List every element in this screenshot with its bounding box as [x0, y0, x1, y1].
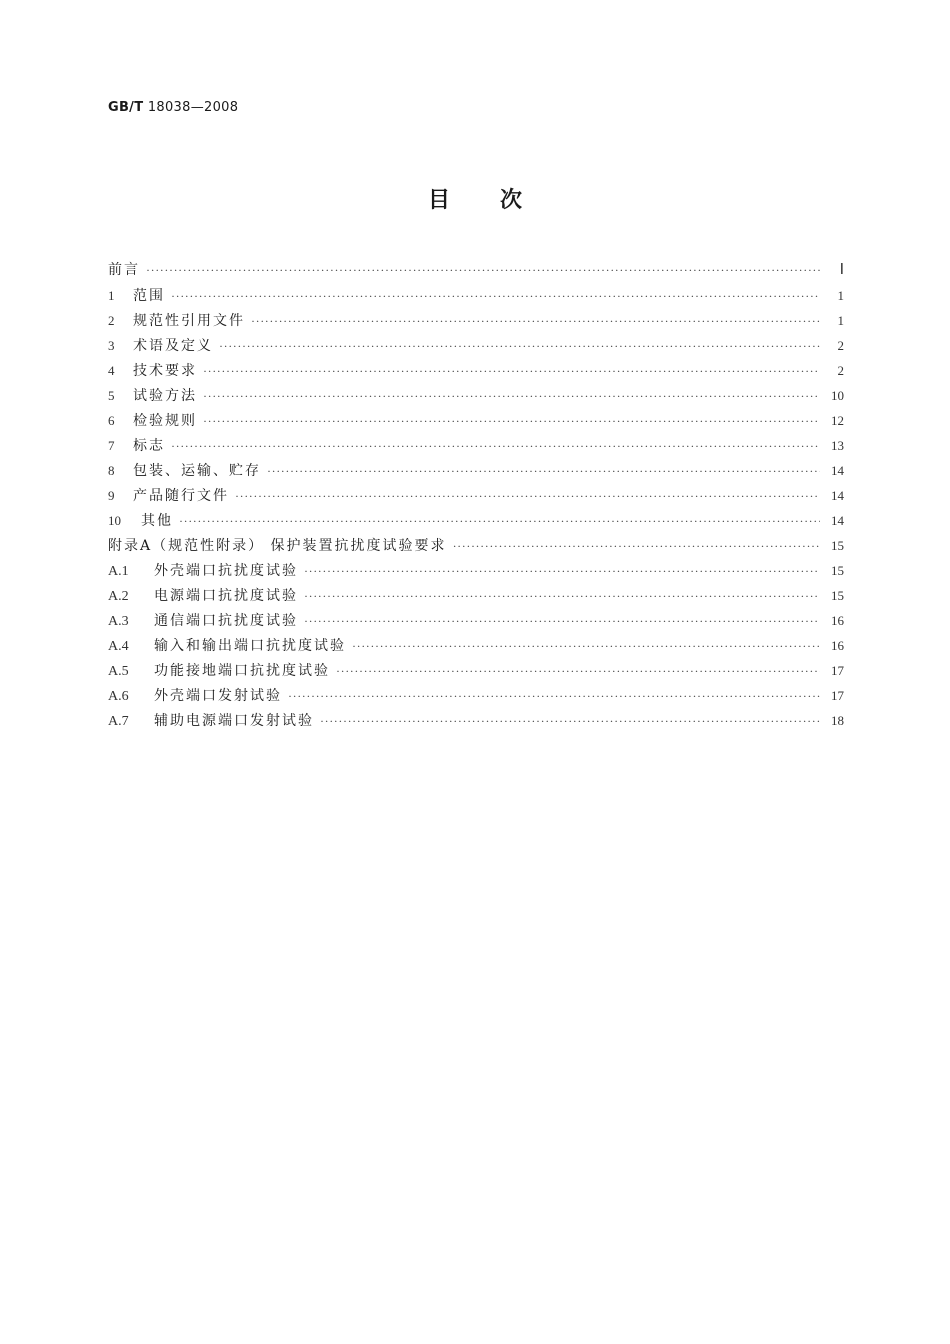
- toc-label: 包装、运输、贮存: [133, 463, 261, 479]
- toc-page: 15: [831, 538, 844, 553]
- leader-dots: [288, 684, 820, 709]
- toc-entry-appendix-a[interactable]: [108, 533, 844, 558]
- leader-dots: [203, 384, 820, 409]
- toc-entry-a3[interactable]: [108, 608, 844, 633]
- toc-page: 15: [831, 588, 844, 603]
- leader-dots: [171, 284, 820, 309]
- document-header: [108, 100, 238, 115]
- toc-number: 1: [108, 288, 115, 303]
- toc-entry-a2[interactable]: [108, 583, 844, 608]
- toc-page: 1: [837, 288, 844, 303]
- toc-page: 10: [831, 388, 844, 403]
- toc-number: 7: [108, 438, 115, 453]
- toc-number: A.5: [108, 664, 129, 679]
- toc-label: 范围: [133, 288, 165, 304]
- leader-dots: [304, 584, 820, 609]
- toc-entry-7[interactable]: [108, 433, 844, 458]
- standard-number: 18038—2008: [147, 100, 239, 115]
- toc-page: 14: [831, 488, 844, 503]
- toc-label: 标志: [133, 438, 165, 454]
- toc-entry-10[interactable]: [108, 508, 844, 533]
- toc-page: 18: [831, 713, 844, 728]
- leader-dots: [336, 659, 820, 684]
- toc-number: 2: [108, 313, 115, 328]
- toc-entry-a4[interactable]: [108, 633, 844, 658]
- toc-label: 术语及定义: [133, 338, 213, 354]
- toc-label: 产品随行文件: [133, 488, 229, 504]
- toc-page: 14: [831, 463, 844, 478]
- toc-entry-a5[interactable]: [108, 658, 844, 683]
- leader-dots: [146, 258, 820, 283]
- toc-entry-2[interactable]: [108, 308, 844, 333]
- toc-number: A.1: [108, 564, 129, 579]
- toc-page: 16: [831, 613, 844, 628]
- leader-dots: [304, 609, 820, 634]
- toc-label: 电源端口抗扰度试验: [154, 588, 298, 604]
- toc-label: 输入和输出端口抗扰度试验: [154, 638, 346, 654]
- toc-label: 其他: [141, 513, 173, 529]
- toc-number: 9: [108, 488, 115, 503]
- toc-page: 16: [831, 638, 844, 653]
- toc-label: 附录A（规范性附录） 保护装置抗扰度试验要求: [108, 538, 447, 554]
- toc-number: 3: [108, 338, 115, 353]
- toc-entry-8[interactable]: [108, 458, 844, 483]
- toc-entry-foreword[interactable]: [108, 258, 844, 283]
- toc-page: 15: [831, 563, 844, 578]
- toc-number: A.4: [108, 639, 129, 654]
- leader-dots: [171, 434, 820, 459]
- toc-page: 17: [831, 663, 844, 678]
- toc-label: 技术要求: [133, 363, 197, 379]
- toc-entry-9[interactable]: [108, 483, 844, 508]
- toc-number: 4: [108, 363, 115, 378]
- toc-number: 6: [108, 413, 115, 428]
- toc-entry-a6[interactable]: [108, 683, 844, 708]
- leader-dots: [235, 484, 820, 509]
- toc-page: 13: [831, 438, 844, 453]
- leader-dots: [179, 509, 820, 534]
- toc-label: 功能接地端口抗扰度试验: [154, 663, 330, 679]
- table-of-contents: [108, 258, 844, 733]
- leader-dots: [203, 409, 820, 434]
- toc-number: A.3: [108, 614, 129, 629]
- toc-number: 5: [108, 388, 115, 403]
- page-title: 目次: [427, 188, 572, 213]
- leader-dots: [453, 534, 820, 559]
- toc-number: 8: [108, 463, 115, 478]
- toc-label: 规范性引用文件: [133, 313, 245, 329]
- leader-dots: [203, 359, 820, 384]
- toc-entry-6[interactable]: [108, 408, 844, 433]
- toc-label: 外壳端口发射试验: [154, 688, 282, 704]
- toc-entry-a1[interactable]: [108, 558, 844, 583]
- toc-entry-3[interactable]: [108, 333, 844, 358]
- toc-page: 2: [837, 363, 844, 378]
- toc-page: 1: [837, 313, 844, 328]
- toc-label: 外壳端口抗扰度试验: [154, 563, 298, 579]
- toc-label: 试验方法: [133, 388, 197, 404]
- standard-code: GB/T: [108, 100, 144, 115]
- leader-dots: [251, 309, 820, 334]
- toc-label: 检验规则: [133, 413, 197, 429]
- toc-number: A.7: [108, 714, 129, 729]
- toc-entry-5[interactable]: [108, 383, 844, 408]
- toc-number: A.6: [108, 689, 129, 704]
- toc-page: 12: [831, 413, 844, 428]
- toc-entry-a7[interactable]: [108, 708, 844, 733]
- toc-page: 17: [831, 688, 844, 703]
- toc-number: 10: [108, 513, 121, 528]
- toc-page: 2: [837, 338, 844, 353]
- toc-label: 通信端口抗扰度试验: [154, 613, 298, 629]
- leader-dots: [352, 634, 820, 659]
- toc-page: Ⅰ: [839, 262, 844, 278]
- leader-dots: [219, 334, 820, 359]
- toc-entry-4[interactable]: [108, 358, 844, 383]
- leader-dots: [267, 459, 820, 484]
- leader-dots: [320, 709, 820, 734]
- toc-label: 辅助电源端口发射试验: [154, 713, 314, 729]
- toc-page: 14: [831, 513, 844, 528]
- toc-label: 前言: [108, 262, 140, 278]
- toc-entry-1[interactable]: [108, 283, 844, 308]
- toc-number: A.2: [108, 589, 129, 604]
- leader-dots: [304, 559, 820, 584]
